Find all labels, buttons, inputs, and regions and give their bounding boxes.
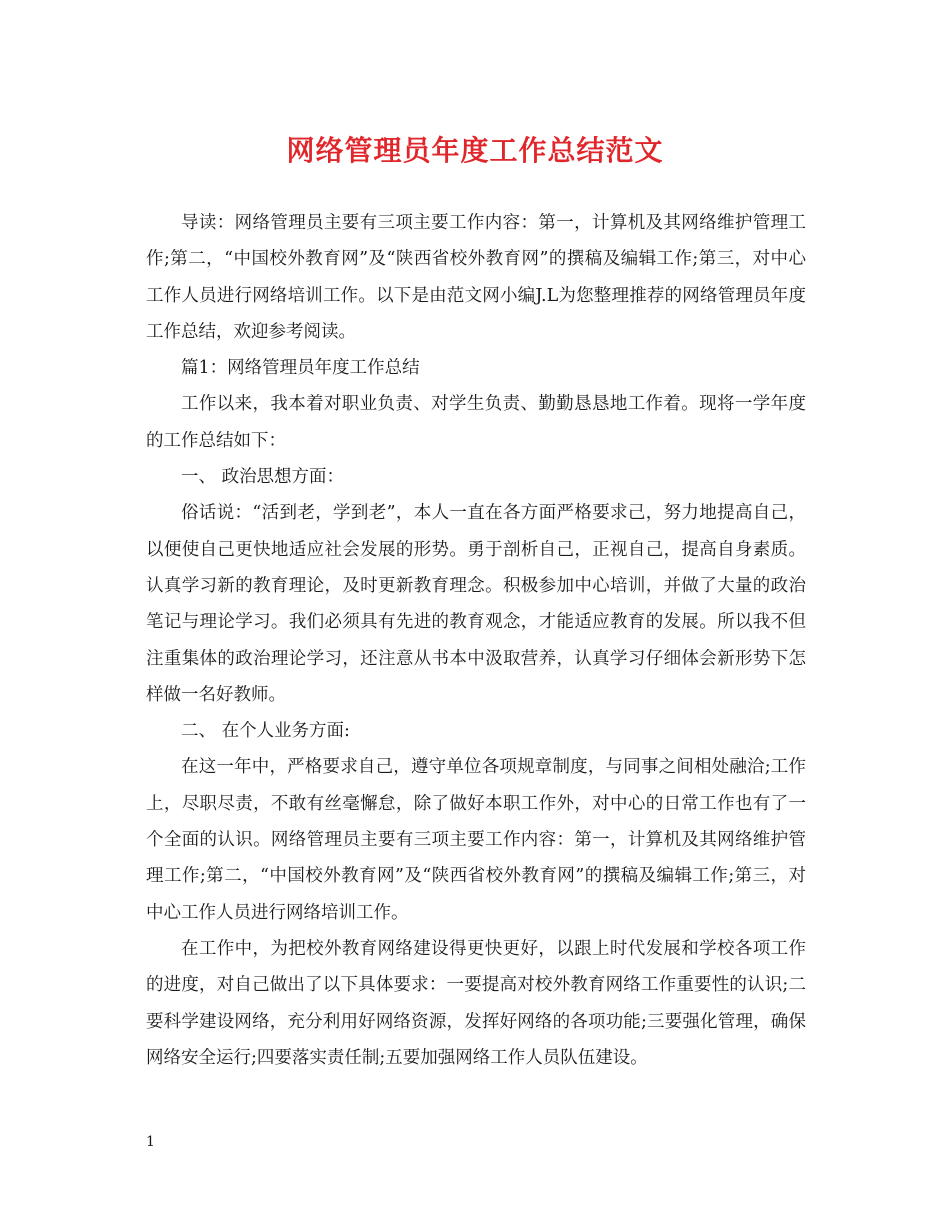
paragraph-political: 俗话说：“活到老，学到老”，本人一直在各方面严格要求己，努力地提高自己，以便使自己更快地适应社会发展的形势。勇于剖析自己，正视自己，提高自身素质。认真学习新的教育理论，及时更新教育理念。积极参加中心培训，并做了大量的政治笔记与理论学习。我们必须具有先进的教育观念，才能适应教育的发展。所以我不但注重集体的政治理论学习，还注意从书本中汲取营养，认真学习仔细体会新形势下怎样做一名好教师。	[146, 503, 806, 705]
paragraph-section-heading: 篇1：网络管理员年度工作总结	[181, 358, 420, 379]
paragraph-heading-business: 二、 在个人业务方面:	[181, 721, 350, 742]
paragraph-heading-political: 一、 政治思想方面：	[181, 467, 345, 488]
paragraph-work-requirements: 在工作中，为把校外教育网络建设得更快更好，以跟上时代发展和学校各项工作的进度，对自己做出了以下具体要求：一要提高对校外教育网络工作重要性的认识;二要科学建设网络，充分利用好网络资源，发挥好网络的各项功能;三要强化管理，确保网络安全运行;四要落实责任制;五要加强网络工作人员队伍建设。	[146, 938, 806, 1068]
document-body	[146, 205, 806, 1076]
page-number: 1	[146, 1134, 155, 1150]
paragraph-intro: 导读：网络管理员主要有三项主要工作内容：第一，计算机及其网络维护管理工作;第二，“中国校外教育网”及“陕西省校外教育网”的撰稿及编辑工作;第三，对中心工作人员进行网络培训工作。以下是由范文网小编J.L为您整理推荐的网络管理员年度工作总结，欢迎参考阅读。	[146, 213, 806, 342]
paragraph-opening: 工作以来，我本着对职业负责、对学生负责、勤勤恳恳地工作着。现将一学年度的工作总结如下：	[146, 394, 806, 451]
document-title: 网络管理员年度工作总结范文	[286, 134, 664, 167]
paragraph-business: 在这一年中，严格要求自己，遵守单位各项规章制度，与同事之间相处融洽;工作上，尽职尽责，不敢有丝毫懈怠，除了做好本职工作外，对中心的日常工作也有了一个全面的认识。网络管理员主要有三项主要工作内容：第一，计算机及其网络维护管理工作;第二，“中国校外教育网”及“陕西省校外教育网”的撰稿及编辑工作;第三，对中心工作人员进行网络培训工作。	[146, 757, 806, 923]
